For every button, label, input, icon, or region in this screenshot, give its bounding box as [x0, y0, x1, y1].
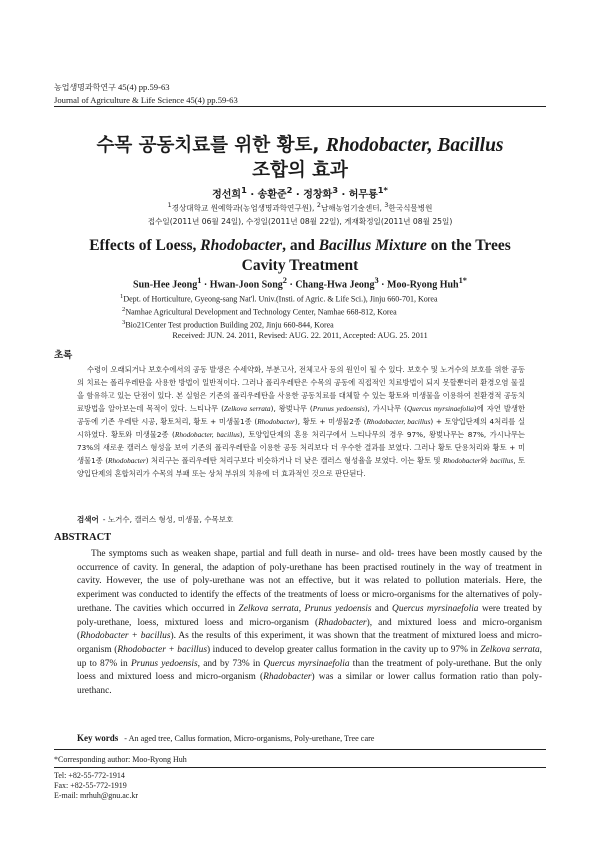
title-en-p3: on the Trees: [426, 237, 511, 254]
aff-en-3-line: [120, 318, 560, 331]
title-ko-genus2: Bacillus: [437, 135, 504, 156]
author-ko-1: 정선희: [212, 189, 242, 201]
abstract-ko-body: [77, 363, 525, 480]
author-en-2-sup: 2: [282, 276, 287, 285]
abstract-en-i10: Rhadobacter: [263, 672, 312, 683]
abstract-en-t2: ,: [298, 603, 305, 614]
abstract-ko-heading: 초록: [54, 350, 73, 361]
aff-en-1-line: [120, 292, 560, 305]
author-ko-sep: ·: [246, 189, 258, 201]
abstract-ko-t2: ), 왕벚나무 (: [270, 404, 313, 413]
abstract-en-i5: Rhodobacter + bacillus: [80, 631, 171, 642]
abstract-en-heading: ABSTRACT: [54, 532, 112, 543]
abstract-ko-i1: Zelkova serrata: [223, 404, 271, 413]
title-ko-genus1: Rhodobacter: [325, 135, 428, 156]
affiliations-ko: [54, 202, 546, 214]
abstract-ko-t1: 수령이 오래되거나 보호수에서의 공동 발생은 수세약화, 부분고사, 전체고사 등의 원인이 될 수 있다. 보호수 및 노거수의 보호를 위한 공동의 치료는 폴리우레탄을 사용한 방법이 일반적이다. 그러나 폴리우레탄은 수목의 공동에 직접적인 치료방법이 되지 못할뿐더러 환경오염 물질을 함유하고 있는 단점이 있다. 본 실험은 기존의 폴리우레탄을 사용한 공동치료를 대체할 수 있는 황토와 미생물을 이용하여 친환경적 공동치료방법을 알아보는데 목적이 있다. 느티나무 (: [77, 365, 525, 413]
abstract-ko-t8: ) 처리구는 폴리우레탄 처리구보다 비슷하거나 더 낮은 캘러스 형성율을 보였다. 이는 황토 및: [145, 456, 443, 465]
title-en-i2: Bacillus Mixture: [318, 237, 427, 254]
contact-tel: Tel: +82-55-772-1914: [54, 771, 125, 780]
aff-en-1-sup: 1: [120, 293, 124, 300]
abstract-ko-i8: Rhodobacter: [442, 456, 481, 465]
aff-en-2-sup: 2: [122, 306, 126, 314]
keywords-ko: [77, 514, 233, 525]
abstract-ko-t9: 와: [480, 456, 491, 465]
author-ko-2-sup: 2: [286, 185, 293, 195]
received-dates: Received: JUN. 24. 2011, Revised: AUG. 22. 2011, Accepted: AUG. 25. 2011: [172, 331, 428, 340]
abstract-en-t5: ), and mixtured loess and micro-organism (: [77, 617, 542, 642]
abstract-ko-i4: Rhodobacter: [257, 417, 295, 426]
aff-ko-3-sup: 3: [384, 202, 389, 209]
author-en-2: Hwan-Joon Song: [209, 279, 283, 291]
abstract-ko-t3: ), 가시나무 (: [364, 404, 407, 413]
title-ko-line2: 조합의 효과: [252, 160, 348, 181]
author-ko-3: 정창화: [303, 189, 333, 201]
corresponding-author: *Corresponding author: Moo-Ryong Huh: [54, 755, 187, 764]
title-ko-sep: ,: [427, 135, 438, 156]
author-ko-3-sup: 3: [332, 185, 338, 195]
abstract-en-t9: , and by 73% in: [197, 658, 264, 669]
author-en-3-sup: 3: [374, 276, 379, 285]
journal-line-en: Journal of Agriculture & Life Science 45(4) pp.59-63: [54, 95, 238, 105]
footer-rule-2: [54, 767, 546, 768]
author-ko-sep: ·: [292, 189, 304, 201]
journal-header: [54, 81, 238, 106]
abstract-ko-i7: Rhodobacter: [108, 456, 146, 465]
abstract-ko-t7: ), 토양입단제의 혼용 처리구에서 느티나무의 경우 97%, 왕벚나무는 87%, 가시나무는 73%의 새로운 캘러스 형성을 보여 기존의 폴리우레탄을 이용한 공동 처리보다 더 우수한 결과를 보였다. 그러나 황토 단용처리와 황토 + 미생물1종 (: [77, 430, 525, 465]
abstract-en-i8: Prunus yedoensis: [130, 658, 198, 669]
abstract-en-t3: and: [371, 603, 393, 614]
author-ko-2: 송환준: [257, 189, 287, 201]
aff-ko-1-sup: 1: [167, 202, 172, 209]
keywords-en-text: - An aged tree, Callus formation, Micro-organisms, Poly-urethane, Tree care: [124, 734, 375, 743]
aff-ko-2: 남해농업기술센터,: [320, 203, 385, 213]
contact-email[interactable]: E-mail: mrhuh@gnu.ac.kr: [54, 791, 139, 801]
abstract-en-i6: Rhodobacter + bacillus: [117, 644, 207, 655]
authors-ko: [54, 185, 546, 200]
abstract-en-i3: Quercus myrsinaefolia: [392, 603, 479, 614]
abstract-en-i9: Quercus myrsinaefolia: [263, 658, 350, 669]
abstract-ko-t4: )에 자연 발생한 공동에 기존 우레탄 시공, 황토처리, 황토 + 미생물1종 (: [77, 404, 525, 426]
author-en-3: Chang-Hwa Jeong: [295, 279, 375, 291]
journal-ref-ko: 45(4) pp.59-63: [117, 82, 170, 92]
journal-line-ko: [54, 81, 238, 94]
abstract-en-body: [77, 548, 542, 699]
title-ko: [54, 133, 546, 183]
title-ko-line1: [54, 133, 546, 158]
abstract-ko-t10: , 토양입단제의 혼합처리가 수목의 부패 또는 상처 부위의 치유에 더 효과적인 것으로 판단된다.: [77, 456, 525, 478]
author-en-sep: ·: [378, 279, 388, 291]
abstract-en-t4: were treated by poly-urethane, loess, mixtured loess and micro-organism (: [77, 603, 543, 628]
title-ko-prefix: 수목 공동치료를 위한 황토,: [96, 135, 326, 156]
aff-en-3: Bio21Center Test production Building 202, Jinju 660-844, Korea: [125, 320, 334, 330]
abstract-ko-i9: bacillus: [490, 456, 514, 465]
author-ko-4-sup: 1*: [377, 185, 388, 195]
author-en-sep: ·: [286, 279, 296, 291]
corresponding-contact: [54, 771, 138, 802]
title-en-line1: [54, 236, 546, 256]
contact-fax: Fax: +82-55-772-1919: [54, 781, 127, 791]
abstract-en-t6: ). As the results of this experiment, it was shown that the treatment of mixtured loess and micro-organism (: [77, 631, 542, 655]
keywords-ko-label: 검색어: [77, 515, 99, 524]
author-en-1: Sun-Hee Jeong: [133, 279, 198, 291]
author-ko-4: 허무룡: [348, 189, 378, 201]
header-rule: [54, 106, 546, 107]
title-en-line2: Cavity Treatment: [241, 257, 359, 274]
aff-en-2: Namhae Agricultural Development and Technology Center, Namhae 668-812, Korea: [125, 307, 397, 317]
author-ko-sep: ·: [337, 189, 349, 201]
dates-ko: 접수일(2011년 06월 24일), 수정일(2011년 08월 22일), 게재확정일(2011년 08월 25일): [147, 217, 453, 226]
authors-en: [54, 276, 546, 290]
abstract-ko-i6: Rhodobacter, bacillus: [174, 430, 240, 439]
abstract-ko-t6: ) + 토양입단제의 4처리를 실시하였다. 황토와 미생물2종 (: [77, 417, 526, 439]
footer-rule: [54, 749, 546, 750]
abstract-ko-i3: Quercus myrsinaefolia: [406, 404, 474, 413]
author-en-4-sup: 1*: [458, 276, 467, 285]
title-en: [54, 236, 546, 276]
abstract-ko-t5: ), 황토 + 미생물2종 (: [294, 417, 367, 426]
aff-ko-3: 한국식물병원: [388, 203, 433, 213]
title-en-i1: Rhodobacter: [200, 237, 283, 254]
abstract-en-i2: Prunus yedoensis: [304, 603, 372, 614]
aff-en-3-sup: 3: [122, 319, 126, 327]
abstract-en-i7: Zelkova serrata,: [480, 644, 543, 655]
keywords-ko-text: - 노거수, 캘러스 형성, 미생물, 수목보호: [102, 515, 234, 524]
abstract-en-t11: ) was a similar or lower callus formation ratio than poly-urethanc.: [77, 672, 542, 697]
journal-name-ko: 농업생명과학연구: [54, 83, 116, 92]
author-en-1-sup: 1: [197, 276, 202, 285]
keywords-en-label: Key words: [77, 733, 119, 743]
title-en-p1: Effects of Loess,: [89, 237, 201, 254]
author-en-sep: ·: [201, 279, 210, 291]
abstract-en-i1: Zelkova serrata: [238, 603, 299, 614]
abstract-en-t8: up to 87% in: [77, 658, 131, 669]
abstract-ko-i5: Rhodobacter, bacillus: [366, 417, 431, 426]
abstract-en-i4: Rhadobacter: [318, 617, 367, 628]
aff-en-1: Dept. of Horticulture, Gyeong-sang Nat'l. Univ.(Insti. of Agric. & Life Sci.), Jinju 660-701, Korea: [123, 294, 438, 304]
abstract-ko-i2: Prunus yedoensis: [312, 404, 365, 413]
aff-en-2-line: [120, 305, 560, 318]
affiliations-en: [120, 292, 560, 331]
abstract-en-t1: The symptoms such as weaken shape, partial and full death in nurse- and old- trees have been mostly caused by the occurrence of cavity. In general, the adaption of poly-urethane has been practised routinely in the way of treatment in cavity. However, the use of poly-urethane was not an effective, but it was related to pollution materials. Here, the experiment was conducted to identify the effects of the treatments of loess or micro-organisms for the alternatives of poly-urethane. The cavities which occurred in: [77, 549, 542, 614]
aff-ko-2-sup: 2: [316, 202, 321, 209]
title-en-p2: , and: [282, 237, 319, 254]
abstract-en-t7: ) induced to develop greater callus formation in the cavity up to 97% in: [207, 644, 481, 655]
author-en-4: Moo-Ryong Huh: [387, 279, 459, 291]
abstract-en-t10: than the treatment of poly-urethane. But the only loess and mixtured loess and micro-organism (: [77, 658, 542, 683]
author-ko-1-sup: 1: [241, 185, 247, 195]
keywords-en: [77, 733, 374, 743]
aff-ko-1: 경상대학교 원예학과(농업생명과학연구원),: [171, 203, 317, 213]
